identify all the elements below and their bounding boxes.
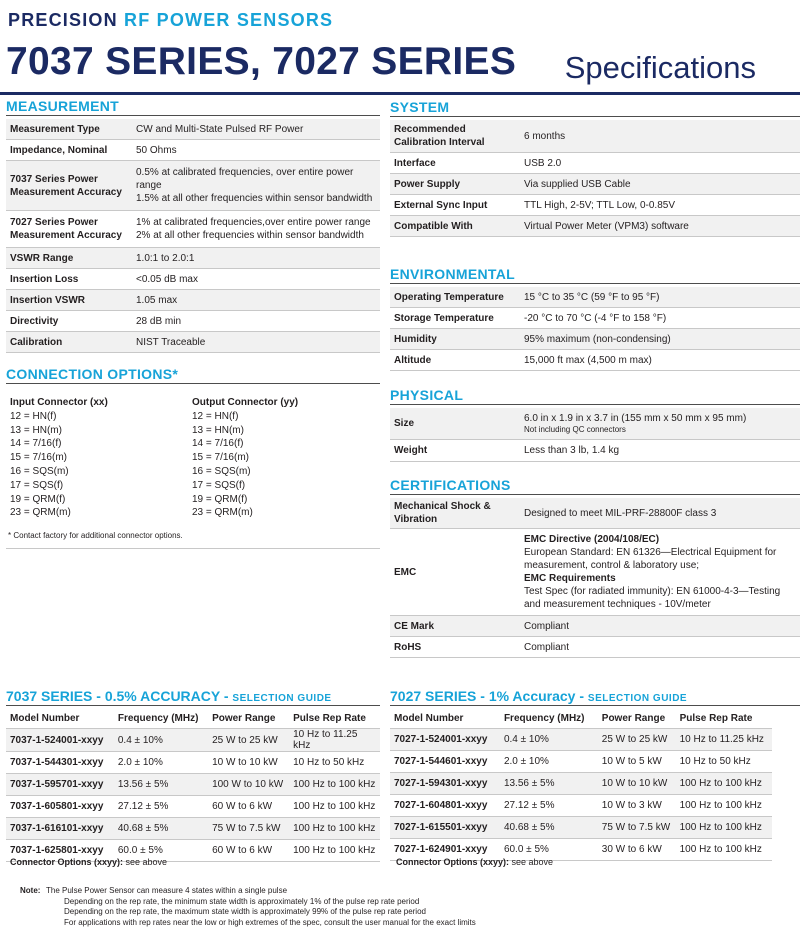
system-value-line: USB 2.0 xyxy=(524,157,562,169)
output-connector-item: 14 = 7/16(f) xyxy=(192,438,244,450)
output-connector-list xyxy=(192,396,362,520)
model-number-cell: 7027-1-524001-xxyy xyxy=(390,729,500,751)
environmental-heading-text: ENVIRONMENTAL xyxy=(390,266,515,282)
ce-value: Compliant xyxy=(520,616,800,637)
guide-7037-title xyxy=(6,688,380,706)
measurement-value-line: 1.0:1 to 2.0:1 xyxy=(136,252,195,264)
note-line: Depending on the rep rate, the minimum state width is approximately 1% of the pulse rep rate period xyxy=(64,896,420,906)
physical-heading-text: PHYSICAL xyxy=(390,387,464,403)
output-connector-item: 23 = QRM(m) xyxy=(192,507,253,519)
shock-label: Mechanical Shock & Vibration xyxy=(390,498,520,529)
measurement-row xyxy=(6,311,380,332)
guide-7027-title-text: 7027 SERIES - 1% Accuracy - xyxy=(390,688,588,704)
guide-cell: 100 Hz to 100 kHz xyxy=(289,774,380,796)
measurement-value xyxy=(132,248,380,269)
input-connector-item: 15 = 7/16(m) xyxy=(10,452,67,464)
header-divider xyxy=(0,92,800,95)
measurement-row xyxy=(6,290,380,311)
system-row xyxy=(390,174,800,195)
measurement-table xyxy=(6,119,380,353)
notes-lines xyxy=(46,886,476,928)
output-connector-item: 16 = SQS(m) xyxy=(192,465,251,477)
environmental-key: Altitude xyxy=(390,350,520,371)
environmental-key: Storage Temperature xyxy=(390,308,520,329)
model-number-cell: 7027-1-594301-xxyy xyxy=(390,773,500,795)
guide-7037-title-text: 7037 SERIES - 0.5% ACCURACY - xyxy=(6,688,233,704)
input-connector-item: 19 = QRM(f) xyxy=(10,493,66,505)
output-connector-header: Output Connector (yy) xyxy=(192,397,299,408)
measurement-value-line: 2% at all other frequencies within sensor bandwidth xyxy=(136,230,364,241)
measurement-row xyxy=(6,211,380,248)
guide-7037-table xyxy=(6,709,380,862)
measurement-value-line: 28 dB min xyxy=(136,315,182,327)
input-connector-item: 16 = SQS(m) xyxy=(10,465,69,477)
shock-value: Designed to meet MIL-PRF-28800F class 3 xyxy=(520,498,800,529)
connection-footnote: * Contact factory for additional connector options. xyxy=(8,531,183,540)
guide-row xyxy=(6,729,380,752)
guide-7037-conn-label: Connector Options (xxyy): xyxy=(10,857,124,867)
connection-bottom-rule xyxy=(6,548,380,549)
environmental-value xyxy=(520,287,800,308)
physical-heading xyxy=(390,387,800,405)
guide-cell: 75 W to 7.5 kW xyxy=(598,817,676,839)
model-number-cell: 7037-1-616101-xxyy xyxy=(6,818,114,840)
environmental-row xyxy=(390,329,800,350)
system-key: Recommended Calibration Interval xyxy=(390,120,520,153)
emc-label: EMC xyxy=(390,529,520,616)
measurement-value xyxy=(132,269,380,290)
guide-cell: 100 Hz to 100 kHz xyxy=(676,839,772,861)
system-row xyxy=(390,216,800,237)
measurement-key: Calibration xyxy=(6,332,132,353)
guide-row xyxy=(6,752,380,774)
measurement-value-line: CW and Multi-State Pulsed RF Power xyxy=(136,123,304,135)
guide-column-header: Model Number xyxy=(390,709,500,729)
page-title: 7037 SERIES, 7027 SERIES xyxy=(6,40,517,83)
guide-cell: 100 Hz to 100 kHz xyxy=(289,818,380,840)
kicker-prefix: PRECISION xyxy=(8,10,118,30)
guide-cell: 0.4 ± 10% xyxy=(114,729,208,752)
measurement-value xyxy=(132,140,380,161)
model-number-cell: 7037-1-605801-xxyy xyxy=(6,796,114,818)
certifications-heading-text: CERTIFICATIONS xyxy=(390,477,511,493)
guide-cell: 0.4 ± 10% xyxy=(500,729,598,751)
measurement-row xyxy=(6,332,380,353)
measurement-value-line: 1.05 max xyxy=(136,294,178,306)
system-table xyxy=(390,120,800,237)
guide-7027-subtitle: SELECTION GUIDE xyxy=(587,693,688,704)
model-number-cell: 7027-1-624901-xxyy xyxy=(390,839,500,861)
measurement-value xyxy=(132,311,380,332)
guide-cell: 25 W to 25 kW xyxy=(208,729,289,752)
system-key: External Sync Input xyxy=(390,195,520,216)
guide-cell: 75 W to 7.5 kW xyxy=(208,818,289,840)
output-connector-item: 12 = HN(f) xyxy=(192,410,239,422)
guide-cell: 100 Hz to 100 kHz xyxy=(289,796,380,818)
guide-cell: 30 W to 6 kW xyxy=(598,839,676,861)
model-number-cell: 7037-1-544301-xxyy xyxy=(6,752,114,774)
emc-test-spec: Test Spec (for radiated immunity): EN 61000-4-3—Testing and measurement techniques - 10V/meter xyxy=(524,586,781,610)
environmental-value-line: -20 °C to 70 °C (-4 °F to 158 °F) xyxy=(524,312,667,324)
measurement-value-line: NIST Traceable xyxy=(136,336,206,348)
guide-row xyxy=(390,729,772,751)
measurement-row xyxy=(6,269,380,290)
cert-row-rohs xyxy=(390,637,800,658)
measurement-value xyxy=(132,211,380,248)
guide-row xyxy=(390,795,772,817)
measurement-value-line: <0.05 dB max xyxy=(136,273,198,285)
guide-cell: 10 Hz to 50 kHz xyxy=(676,751,772,773)
emc-standard: European Standard: EN 61326—Electrical Equipment for measurement, control & laboratory use; xyxy=(524,547,777,571)
size-note: Not including QC connectors xyxy=(524,425,626,434)
system-key: Power Supply xyxy=(390,174,520,195)
measurement-key: Insertion Loss xyxy=(6,269,132,290)
guide-row xyxy=(6,818,380,840)
connection-heading-text: CONNECTION OPTIONS* xyxy=(6,366,179,382)
emc-requirements: EMC Requirements xyxy=(524,573,616,584)
guide-column-header: Power Range xyxy=(598,709,676,729)
guide-cell: 60.0 ± 5% xyxy=(114,840,208,862)
physical-table xyxy=(390,408,800,462)
measurement-key: Directivity xyxy=(6,311,132,332)
measurement-key: VSWR Range xyxy=(6,248,132,269)
measurement-key: Insertion VSWR xyxy=(6,290,132,311)
guide-cell: 10 Hz to 11.25 kHz xyxy=(289,729,380,752)
measurement-value-line: 50 Ohms xyxy=(136,144,177,156)
guide-cell: 100 W to 10 kW xyxy=(208,774,289,796)
system-row xyxy=(390,120,800,153)
input-connector-list xyxy=(10,396,180,520)
guide-cell: 10 Hz to 50 kHz xyxy=(289,752,380,774)
guide-cell: 10 W to 5 kW xyxy=(598,751,676,773)
guide-7037-conn-value: see above xyxy=(123,857,168,867)
output-connector-item: 17 = SQS(f) xyxy=(192,479,246,491)
model-number-cell: 7027-1-604801-xxyy xyxy=(390,795,500,817)
system-value xyxy=(520,174,800,195)
guide-7027-conn-label: Connector Options (xxyy): xyxy=(396,857,510,867)
system-value xyxy=(520,216,800,237)
header-kicker xyxy=(8,10,333,31)
guide-cell: 10 W to 10 kW xyxy=(208,752,289,774)
notes-label: Note: xyxy=(20,886,41,895)
input-connector-item: 13 = HN(m) xyxy=(10,424,62,436)
guide-column-header: Power Range xyxy=(208,709,289,729)
measurement-key: Measurement Type xyxy=(6,119,132,140)
guide-row xyxy=(390,817,772,839)
guide-cell: 2.0 ± 10% xyxy=(500,751,598,773)
model-number-cell: 7027-1-615501-xxyy xyxy=(390,817,500,839)
system-heading-text: SYSTEM xyxy=(390,99,450,115)
environmental-row xyxy=(390,308,800,329)
measurement-heading-text: MEASUREMENT xyxy=(6,98,119,114)
doc-type-label: Specifications xyxy=(564,50,756,85)
guide-cell: 100 Hz to 100 kHz xyxy=(676,773,772,795)
system-key: Interface xyxy=(390,153,520,174)
input-connector-header: Input Connector (xx) xyxy=(10,397,108,408)
environmental-heading xyxy=(390,266,800,284)
size-cell xyxy=(520,408,800,440)
environmental-key: Operating Temperature xyxy=(390,287,520,308)
rohs-value: Compliant xyxy=(520,637,800,658)
physical-row-weight xyxy=(390,440,800,462)
environmental-value-line: 15 °C to 35 °C (59 °F to 95 °F) xyxy=(524,291,660,303)
measurement-row xyxy=(6,140,380,161)
measurement-value xyxy=(132,290,380,311)
guide-column-header: Frequency (MHz) xyxy=(114,709,208,729)
environmental-value-line: 15,000 ft max (4,500 m max) xyxy=(524,354,652,366)
system-row xyxy=(390,195,800,216)
guide-cell: 25 W to 25 kW xyxy=(598,729,676,751)
system-value-line: TTL High, 2-5V; TTL Low, 0-0.85V xyxy=(524,199,675,211)
size-value: 6.0 in x 1.9 in x 3.7 in (155 mm x 50 mm x 95 mm) xyxy=(524,413,747,424)
system-value xyxy=(520,120,800,153)
measurement-heading xyxy=(6,98,380,116)
system-row xyxy=(390,153,800,174)
guide-cell: 13.56 ± 5% xyxy=(114,774,208,796)
guide-cell: 2.0 ± 10% xyxy=(114,752,208,774)
measurement-row xyxy=(6,119,380,140)
guide-7037-connector-options xyxy=(10,857,167,867)
emc-directive: EMC Directive (2004/108/EC) xyxy=(524,534,660,545)
rohs-label: RoHS xyxy=(390,637,520,658)
weight-label: Weight xyxy=(390,440,520,462)
guide-column-header: Pulse Rep Rate xyxy=(676,709,772,729)
certifications-table xyxy=(390,498,800,658)
guide-cell: 27.12 ± 5% xyxy=(500,795,598,817)
cert-row-ce xyxy=(390,616,800,637)
guide-cell: 100 Hz to 100 kHz xyxy=(676,795,772,817)
measurement-value xyxy=(132,119,380,140)
guide-column-header: Model Number xyxy=(6,709,114,729)
note-line: Depending on the rep rate, the maximum state width is approximately 99% of the pulse rep rate period xyxy=(64,907,426,916)
guide-header-row xyxy=(6,709,380,729)
measurement-key: 7027 Series Power Measurement Accuracy xyxy=(6,211,132,248)
footer-notes xyxy=(20,886,476,928)
guide-header-row xyxy=(390,709,772,729)
model-number-cell: 7037-1-595701-xxyy xyxy=(6,774,114,796)
input-connector-item: 12 = HN(f) xyxy=(10,410,57,422)
system-value-line: Via supplied USB Cable xyxy=(524,178,631,190)
output-connector-item: 15 = 7/16(m) xyxy=(192,452,249,464)
guide-row xyxy=(390,751,772,773)
measurement-row xyxy=(6,248,380,269)
model-number-cell: 7037-1-524001-xxyy xyxy=(6,729,114,752)
model-number-cell: 7027-1-544601-xxyy xyxy=(390,751,500,773)
connection-heading xyxy=(6,366,380,384)
system-heading xyxy=(390,99,800,117)
measurement-value-line: 1% at calibrated frequencies,over entire power range xyxy=(136,217,371,228)
guide-cell: 10 W to 3 kW xyxy=(598,795,676,817)
guide-cell: 60.0 ± 5% xyxy=(500,839,598,861)
guide-column-header: Pulse Rep Rate xyxy=(289,709,380,729)
environmental-value xyxy=(520,308,800,329)
model-number-cell: 7037-1-625801-xxyy xyxy=(6,840,114,862)
guide-cell: 40.68 ± 5% xyxy=(114,818,208,840)
output-connector-item: 13 = HN(m) xyxy=(192,424,244,436)
measurement-value-line: 1.5% at all other frequencies within sensor bandwidth xyxy=(136,193,373,204)
guide-cell: 60 W to 6 kW xyxy=(208,840,289,862)
environmental-key: Humidity xyxy=(390,329,520,350)
environmental-value xyxy=(520,350,800,371)
guide-cell: 40.68 ± 5% xyxy=(500,817,598,839)
physical-row-size xyxy=(390,408,800,440)
guide-cell: 10 W to 10 kW xyxy=(598,773,676,795)
environmental-value-line: 95% maximum (non-condensing) xyxy=(524,333,671,345)
note-line: The Pulse Power Sensor can measure 4 states within a single pulse xyxy=(46,886,288,895)
system-value-line: 6 months xyxy=(524,130,566,142)
note-line: For applications with rep rates near the low or high extremes of the spec, consult the user manual for the exact limits xyxy=(64,917,476,927)
input-connector-item: 23 = QRM(m) xyxy=(10,507,71,519)
input-connector-item: 14 = 7/16(f) xyxy=(10,438,62,450)
weight-value: Less than 3 lb, 1.4 kg xyxy=(520,440,800,462)
system-value xyxy=(520,153,800,174)
guide-cell: 27.12 ± 5% xyxy=(114,796,208,818)
kicker-highlight: RF POWER SENSORS xyxy=(124,10,334,30)
system-value xyxy=(520,195,800,216)
guide-cell: 10 Hz to 11.25 kHz xyxy=(676,729,772,751)
guide-row xyxy=(390,773,772,795)
guide-column-header: Frequency (MHz) xyxy=(500,709,598,729)
guide-7037-subtitle: SELECTION GUIDE xyxy=(232,693,332,704)
environmental-table xyxy=(390,287,800,371)
guide-row xyxy=(6,796,380,818)
system-key: Compatible With xyxy=(390,216,520,237)
guide-7027-title xyxy=(390,688,800,706)
environmental-value xyxy=(520,329,800,350)
environmental-row xyxy=(390,350,800,371)
guide-cell: 13.56 ± 5% xyxy=(500,773,598,795)
input-connector-item: 17 = SQS(f) xyxy=(10,479,64,491)
measurement-row xyxy=(6,161,380,211)
guide-cell: 100 Hz to 100 kHz xyxy=(676,817,772,839)
guide-cell: 100 Hz to 100 kHz xyxy=(289,840,380,862)
certifications-heading xyxy=(390,477,800,495)
system-value-line: Virtual Power Meter (VPM3) software xyxy=(524,220,689,232)
guide-cell: 60 W to 6 kW xyxy=(208,796,289,818)
measurement-key: 7037 Series Power Measurement Accuracy xyxy=(6,161,132,211)
size-label: Size xyxy=(390,408,520,440)
measurement-key: Impedance, Nominal xyxy=(6,140,132,161)
environmental-row xyxy=(390,287,800,308)
ce-label: CE Mark xyxy=(390,616,520,637)
guide-row xyxy=(6,774,380,796)
guide-7027-conn-value: see above xyxy=(509,857,554,867)
guide-7027-table xyxy=(390,709,772,861)
measurement-value xyxy=(132,332,380,353)
cert-row-emc xyxy=(390,529,800,616)
measurement-value-line: 0.5% at calibrated frequencies, over entire power range xyxy=(136,167,354,191)
guide-7027-connector-options xyxy=(396,857,553,867)
cert-row-shock xyxy=(390,498,800,529)
emc-cell xyxy=(520,529,800,616)
output-connector-item: 19 = QRM(f) xyxy=(192,493,248,505)
measurement-value xyxy=(132,161,380,211)
